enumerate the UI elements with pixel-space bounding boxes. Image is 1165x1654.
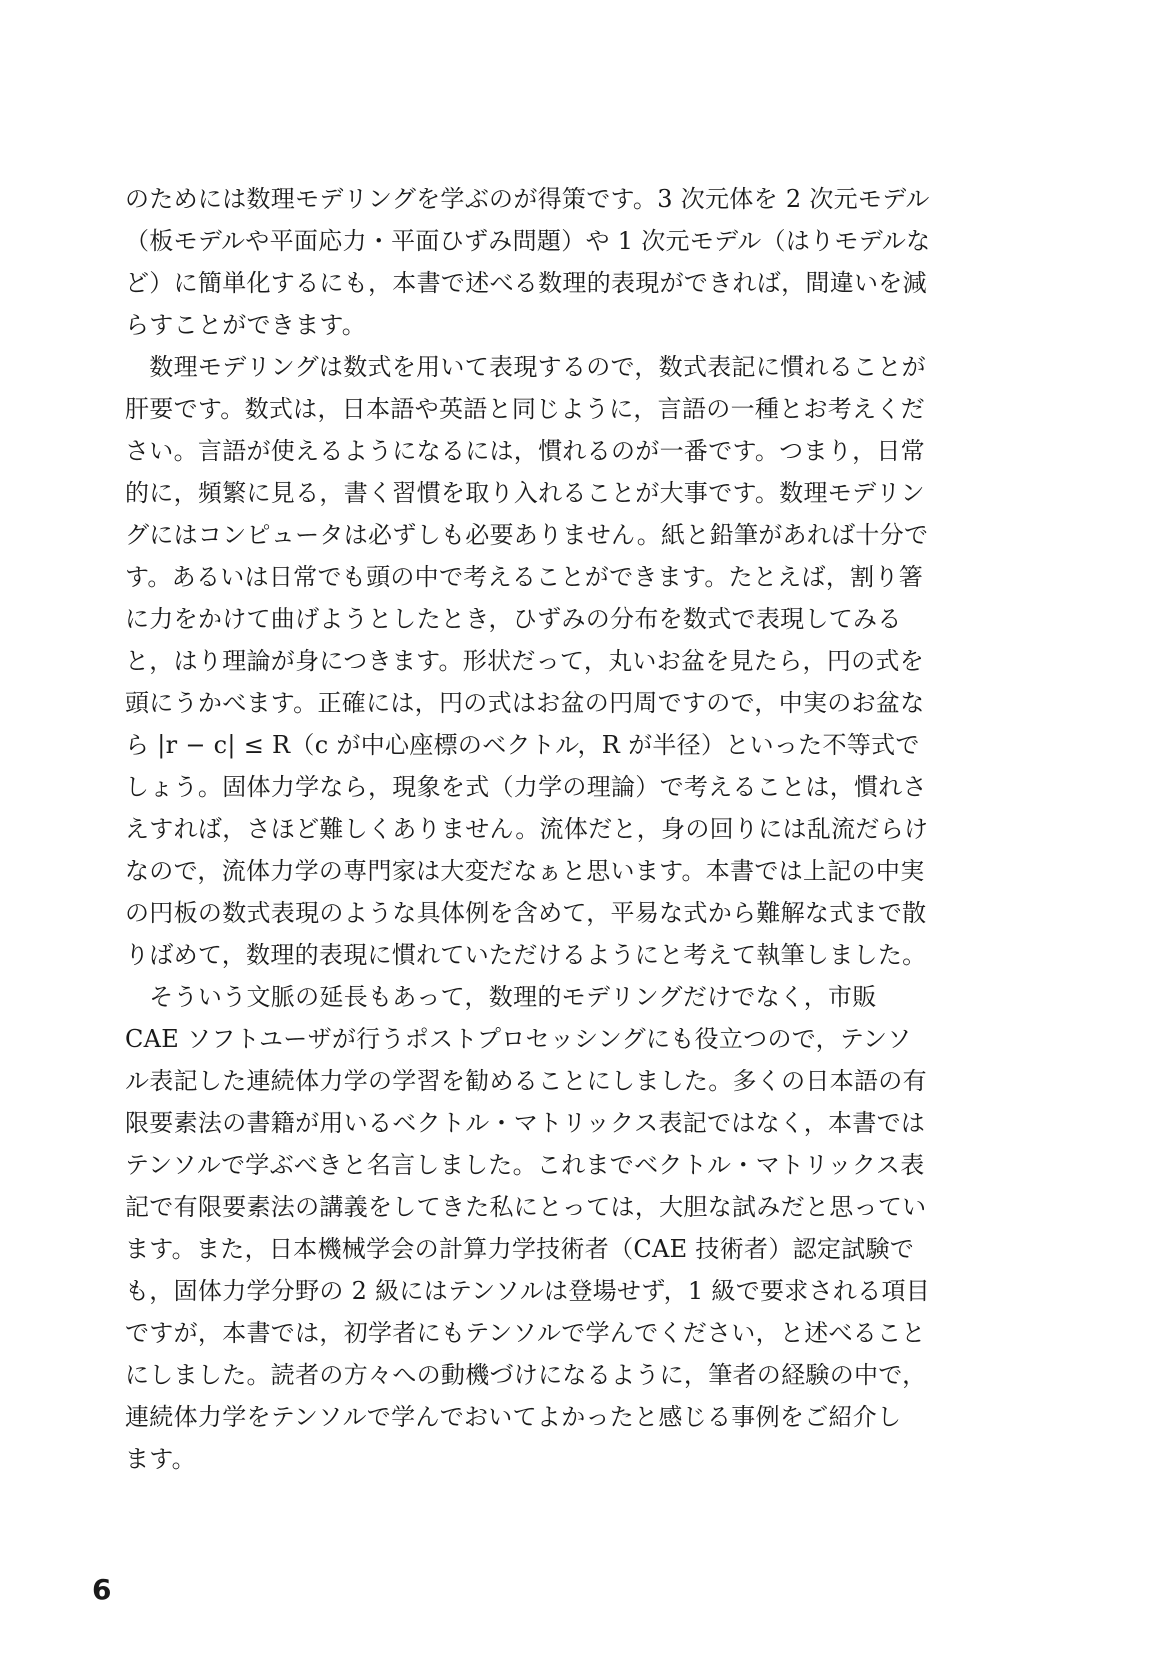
text-line: さい。言語が使えるようになるには，慣れるのが一番です。つまり，日常	[125, 437, 925, 465]
text-line: なので，流体力学の専門家は大変だなぁと思います。本書では上記の中実	[125, 857, 925, 885]
text-line: 肝要です。数式は，日本語や英語と同じように，言語の一種とお考えくだ	[125, 395, 925, 423]
text-line: の円板の数式表現のような具体例を含めて，平易な式から難解な式まで散	[125, 899, 927, 927]
text-line: しょう。固体力学なら，現象を式（力学の理論）で考えることは，慣れさ	[125, 773, 927, 801]
text-line: のためには数理モデリングを学ぶのが得策です。3 次元体を 2 次元モデル	[125, 185, 930, 213]
text-line: す。あるいは日常でも頭の中で考えることができます。たとえば，割り箸	[125, 563, 924, 591]
text-line: （板モデルや平面応力・平面ひずみ問題）や 1 次元モデル（はりモデルな	[125, 227, 931, 255]
text-line: ル表記した連続体力学の学習を勧めることにしました。多くの日本語の有	[125, 1067, 927, 1095]
text-line: と，はり理論が身につきます。形状だって，丸いお盆を見たら，円の式を	[125, 647, 925, 675]
text-line: りばめて，数理的表現に慣れていただけるようにと考えて執筆しました。	[125, 941, 927, 969]
text-line: に力をかけて曲げようとしたとき，ひずみの分布を数式で表現してみる	[125, 605, 902, 633]
text-line: 限要素法の書籍が用いるベクトル・マトリックス表記ではなく，本書では	[125, 1109, 926, 1137]
text-line: そういう文脈の延長もあって，数理的モデリングだけでなく，市販	[125, 983, 877, 1011]
text-line: 数理モデリングは数式を用いて表現するので，数式表記に慣れることが	[125, 353, 926, 381]
text-line: グにはコンピュータは必ずしも必要ありません。紙と鉛筆があれば十分で	[125, 521, 929, 549]
text-line: も，固体力学分野の 2 級にはテンソルは登場せず，1 級で要求される項目	[125, 1277, 931, 1305]
text-line: ます。また，日本機械学会の計算力学技術者（CAE 技術者）認定試験で	[125, 1235, 915, 1263]
text-line: らすことができます。	[125, 311, 367, 339]
text-line: 的に，頻繁に見る，書く習慣を取り入れることが大事です。数理モデリン	[125, 479, 925, 507]
page-body	[125, 178, 1045, 1480]
text-line: ます。	[125, 1445, 196, 1473]
text-line: ですが，本書では，初学者にもテンソルで学んでください，と述べること	[125, 1319, 926, 1347]
page-number: 6	[92, 1573, 112, 1606]
text-line: 記で有限要素法の講義をしてきた私にとっては，大胆な試みだと思ってい	[125, 1193, 927, 1221]
text-line: ど）に簡単化するにも，本書で述べる数理的表現ができれば，間違いを減	[125, 269, 927, 297]
text-line: えすれば，さほど難しくありません。流体だと，身の回りには乱流だらけ	[125, 815, 929, 843]
text-line: ら |r − c| ≤ R（c が中心座標のベクトル，R が半径）といった不等式で	[125, 731, 920, 759]
text-line: にしました。読者の方々への動機づけになるように，筆者の経験の中で，	[125, 1361, 927, 1389]
text-line: 連続体力学をテンソルで学んでおいてよかったと感じる事例をご紹介し	[125, 1403, 902, 1431]
text-line: 頭にうかべます。正確には，円の式はお盆の円周ですので，中実のお盆な	[125, 689, 925, 717]
text-line: テンソルで学ぶべきと名言しました。これまでベクトル・マトリックス表	[125, 1151, 925, 1179]
text-line: CAE ソフトユーザが行うポストプロセッシングにも役立つので，テンソ	[125, 1025, 912, 1053]
